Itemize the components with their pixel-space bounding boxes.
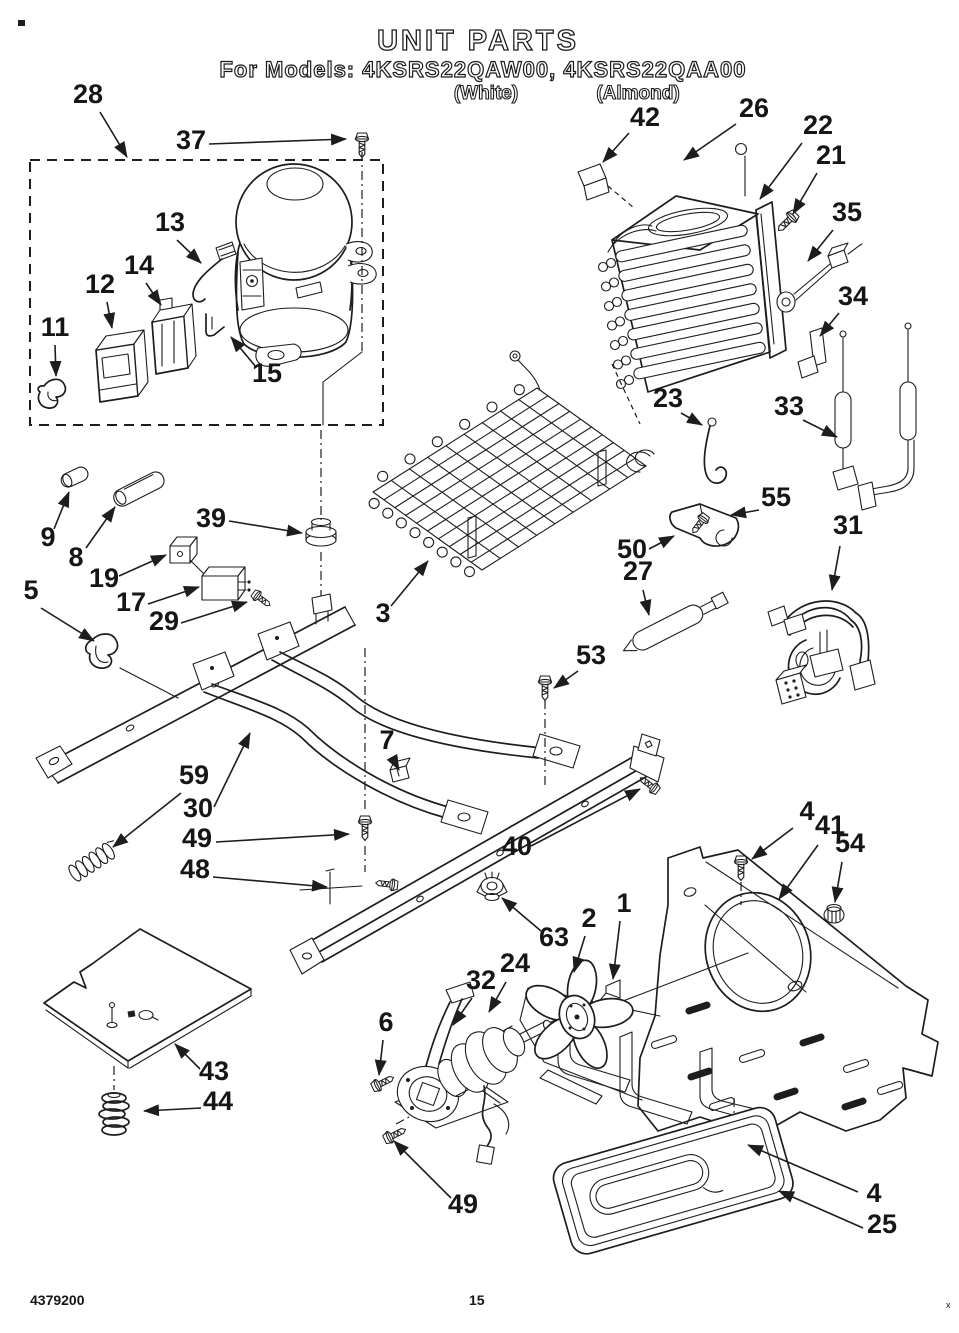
callout-27: [623, 556, 653, 615]
registration-mark: [18, 20, 25, 26]
svg-text:7: 7: [379, 725, 395, 755]
svg-text:8: 8: [68, 542, 84, 572]
callout-43: [175, 1044, 229, 1086]
svg-text:11: 11: [40, 312, 70, 342]
callout-37: [176, 125, 346, 155]
callout-31: [832, 510, 863, 590]
svg-text:25: 25: [866, 1209, 898, 1239]
svg-text:48: 48: [179, 854, 211, 884]
callout-29: [149, 602, 247, 636]
svg-text:32: 32: [465, 965, 497, 995]
callout-26: [684, 93, 769, 160]
svg-text:14: 14: [123, 250, 155, 280]
svg-text:17: 17: [115, 587, 147, 617]
callout-49: [182, 823, 349, 853]
callout-42: [603, 102, 660, 162]
models-line: For Models: 4KSRS22QAW00, 4KSRS22QAA00: [219, 57, 747, 82]
callout-11: [41, 312, 70, 376]
svg-text:22: 22: [802, 110, 834, 140]
callout-48: [180, 854, 327, 887]
callout-23: [653, 383, 702, 425]
svg-text:26: 26: [738, 93, 770, 123]
svg-text:33: 33: [773, 391, 805, 421]
svg-text:34: 34: [837, 281, 869, 311]
spring-59: [67, 838, 122, 883]
callout-9: [40, 492, 69, 552]
callout-49: [394, 1141, 478, 1219]
svg-text:63: 63: [538, 922, 570, 952]
svg-text:49: 49: [447, 1189, 479, 1219]
svg-text:6: 6: [378, 1007, 394, 1037]
callout-54: [835, 828, 865, 902]
svg-text:4: 4: [799, 796, 815, 826]
svg-text:23: 23: [652, 383, 684, 413]
svg-text:15: 15: [251, 358, 283, 388]
support-rail-illustration: [290, 734, 664, 974]
callout-14: [124, 250, 161, 305]
svg-text:50: 50: [616, 534, 648, 564]
svg-text:28: 28: [72, 79, 104, 109]
svg-text:53: 53: [575, 640, 607, 670]
spring-44: [99, 1093, 129, 1136]
callout-7: [379, 725, 399, 770]
svg-text:2: 2: [581, 903, 597, 933]
fan-blade-2: [520, 958, 634, 1074]
callout-53: [554, 640, 606, 688]
svg-text:24: 24: [499, 948, 531, 978]
callout-40: [502, 789, 640, 861]
finish-white: (White): [453, 83, 519, 104]
svg-text:30: 30: [182, 793, 214, 823]
svg-text:44: 44: [202, 1086, 234, 1116]
callout-4: [752, 796, 815, 859]
svg-text:29: 29: [148, 606, 180, 636]
svg-text:1: 1: [616, 888, 632, 918]
callout-1: [613, 888, 632, 979]
callout-44: [144, 1086, 233, 1116]
svg-text:40: 40: [501, 831, 533, 861]
callout-3: [375, 561, 428, 628]
svg-text:39: 39: [195, 503, 227, 533]
callout-5: [23, 575, 94, 641]
wire-harness-31: [768, 601, 875, 704]
svg-text:9: 9: [40, 522, 56, 552]
callout-28: [73, 79, 127, 157]
callout-33: [774, 391, 837, 437]
svg-text:54: 54: [834, 828, 866, 858]
svg-text:41: 41: [814, 810, 846, 840]
drain-pan-illustration: [550, 1104, 797, 1258]
svg-text:3: 3: [375, 598, 391, 628]
svg-text:55: 55: [760, 482, 792, 512]
svg-text:35: 35: [831, 197, 863, 227]
grommet-nut-54: [824, 905, 844, 924]
callout-34: [820, 281, 868, 336]
callout-63: [502, 898, 569, 952]
page-title: UNIT PARTS: [377, 25, 579, 57]
svg-text:27: 27: [622, 556, 654, 586]
svg-text:21: 21: [815, 140, 847, 170]
svg-text:13: 13: [154, 207, 186, 237]
condenser-coil-illustration: [369, 351, 654, 577]
svg-text:42: 42: [629, 102, 661, 132]
callout-15: [231, 337, 282, 388]
svg-text:5: 5: [23, 575, 39, 605]
svg-text:12: 12: [84, 269, 116, 299]
grommet-39: [306, 519, 336, 547]
document-number: 4379200: [30, 1292, 85, 1308]
callout-12: [85, 269, 115, 328]
svg-text:49: 49: [181, 823, 213, 853]
callout-55: [731, 482, 791, 515]
callout-13: [155, 207, 201, 263]
page-number: 15: [469, 1292, 485, 1308]
svg-text:31: 31: [832, 510, 864, 540]
finish-almond: (Almond): [596, 83, 680, 104]
svg-text:19: 19: [88, 563, 120, 593]
svg-text:37: 37: [175, 125, 207, 155]
svg-text:4: 4: [866, 1178, 882, 1208]
nut-63: [477, 872, 507, 901]
callout-39: [196, 503, 302, 533]
svg-text:59: 59: [178, 760, 210, 790]
svg-text:43: 43: [198, 1056, 230, 1086]
corner-mark: x: [946, 1300, 951, 1310]
callout-6: [378, 1007, 393, 1075]
